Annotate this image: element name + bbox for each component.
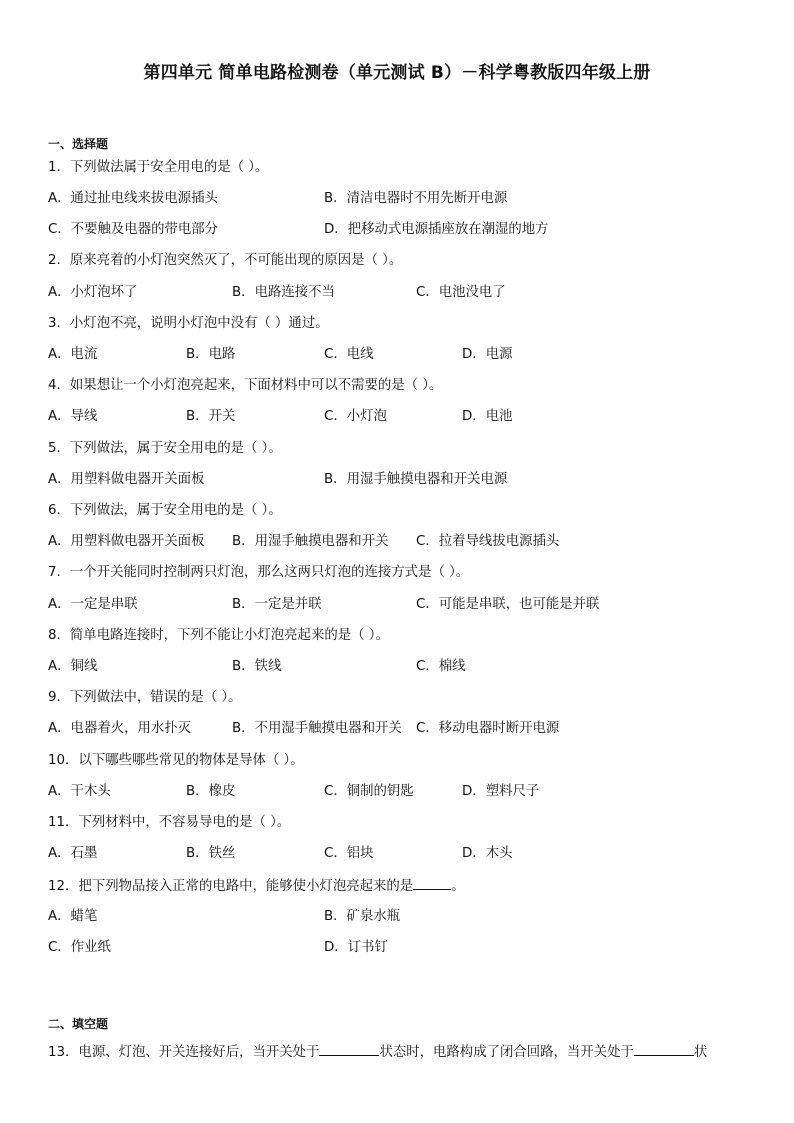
- question-3-option-c: C．电线: [324, 347, 374, 362]
- question-2-option-c: C．电池没电了: [416, 285, 506, 300]
- question-11-stem: 11．下列材料中，不容易导电的是（ ）。: [48, 815, 291, 830]
- section-heading-fill: 二、填空题: [48, 1017, 109, 1031]
- question-1-option-a: A．通过扯电线来拔电源插头: [48, 191, 218, 206]
- section-heading-choice: 一、选择题: [48, 137, 109, 151]
- question-12-stem: [48, 876, 465, 896]
- question-6-option-c: C．拉着导线拔电源插头: [416, 534, 560, 549]
- question-7-option-a: A．一定是串联: [48, 597, 138, 612]
- question-9-option-c: C．移动电器时断开电源: [416, 721, 560, 736]
- question-8-option-b: B．铁线: [232, 659, 282, 674]
- question-12-option-d: D．订书钉: [324, 940, 388, 955]
- question-10-stem: 10．以下哪些哪些常见的物体是导体（ ）。: [48, 753, 304, 768]
- question-13-part-1: 13．电源、灯泡、开关连接好后，当开关处于: [48, 1045, 320, 1060]
- question-12-stem-tail: 。: [451, 879, 465, 894]
- question-6-option-b: B．用湿手触摸电器和开关: [232, 534, 389, 549]
- answer-blank: [319, 1042, 379, 1056]
- question-4-option-d: D．电池: [462, 409, 513, 424]
- question-10-option-b: B．橡皮: [186, 784, 236, 799]
- question-9-stem: 9．下列做法中，错误的是（ ）。: [48, 690, 242, 705]
- question-3-stem: 3．小灯泡不亮，说明小灯泡中没有（ ）通过。: [48, 316, 329, 331]
- question-5-option-a: A．用塑料做电器开关面板: [48, 472, 205, 487]
- question-11-option-d: D．木头: [462, 846, 513, 861]
- question-6-stem: 6．下列做法，属于安全用电的是（ ）。: [48, 503, 282, 518]
- question-8-option-c: C．棉线: [416, 659, 466, 674]
- question-11-option-b: B．铁丝: [186, 846, 236, 861]
- question-12-stem-text: 12．把下列物品接入正常的电路中，能够使小灯泡亮起来的是: [48, 879, 414, 894]
- question-7-option-c: C．可能是串联，也可能是并联: [416, 597, 600, 612]
- question-2-option-b: B．电路连接不当: [232, 285, 335, 300]
- answer-blank: [634, 1042, 694, 1056]
- question-1-option-c: C．不要触及电器的带电部分: [48, 222, 219, 237]
- question-11-option-a: A．石墨: [48, 846, 98, 861]
- question-1-option-d: D．把移动式电源插座放在潮湿的地方: [324, 222, 549, 237]
- question-13-part-3: 状: [693, 1045, 708, 1060]
- question-7-option-b: B．一定是并联: [232, 597, 322, 612]
- question-12-option-c: C．作业纸: [48, 940, 111, 955]
- question-7-stem: 7．一个开关能同时控制两只灯泡，那么这两只灯泡的连接方式是（ ）。: [48, 565, 470, 580]
- question-8-option-a: A．铜线: [48, 659, 98, 674]
- question-2-option-a: A．小灯泡坏了: [48, 285, 138, 300]
- page-title: 第四单元 简单电路检测卷（单元测试 B）－科学粤教版四年级上册: [143, 63, 651, 83]
- question-12-option-a: A．蜡笔: [48, 909, 98, 924]
- question-10-option-d: D．塑料尺子: [462, 784, 540, 799]
- question-13-stem: [48, 1042, 707, 1062]
- question-12-option-b: B．矿泉水瓶: [324, 909, 401, 924]
- question-9-option-b: B．不用湿手触摸电器和开关: [232, 721, 402, 736]
- question-5-option-b: B．用湿手触摸电器和开关电源: [324, 472, 508, 487]
- question-3-option-a: A．电流: [48, 347, 98, 362]
- question-10-option-c: C．铜制的钥匙: [324, 784, 414, 799]
- question-1-option-b: B．清洁电器时不用先断开电源: [324, 191, 508, 206]
- question-9-option-a: A．电器着火，用水扑灭: [48, 721, 192, 736]
- question-8-stem: 8．简单电路连接时，下列不能让小灯泡亮起来的是（ ）。: [48, 628, 389, 643]
- question-4-option-a: A．导线: [48, 409, 98, 424]
- question-5-stem: 5．下列做法，属于安全用电的是（ ）。: [48, 441, 282, 456]
- question-3-option-d: D．电源: [462, 347, 513, 362]
- question-4-option-b: B．开关: [186, 409, 236, 424]
- question-13-part-2: 状态时，电路构成了闭合回路，当开关处于: [379, 1045, 634, 1060]
- question-1-stem: 1．下列做法属于安全用电的是（ ）。: [48, 160, 269, 175]
- question-3-option-b: B．电路: [186, 347, 236, 362]
- question-11-option-c: C．铝块: [324, 846, 374, 861]
- question-2-stem: 2．原来亮着的小灯泡突然灭了，不可能出现的原因是（ ）。: [48, 253, 403, 268]
- question-4-stem: 4．如果想让一个小灯泡亮起来，下面材料中可以不需要的是（ ）。: [48, 378, 443, 393]
- answer-blank: [413, 876, 451, 890]
- question-6-option-a: A．用塑料做电器开关面板: [48, 534, 205, 549]
- question-10-option-a: A．干木头: [48, 784, 111, 799]
- question-4-option-c: C．小灯泡: [324, 409, 387, 424]
